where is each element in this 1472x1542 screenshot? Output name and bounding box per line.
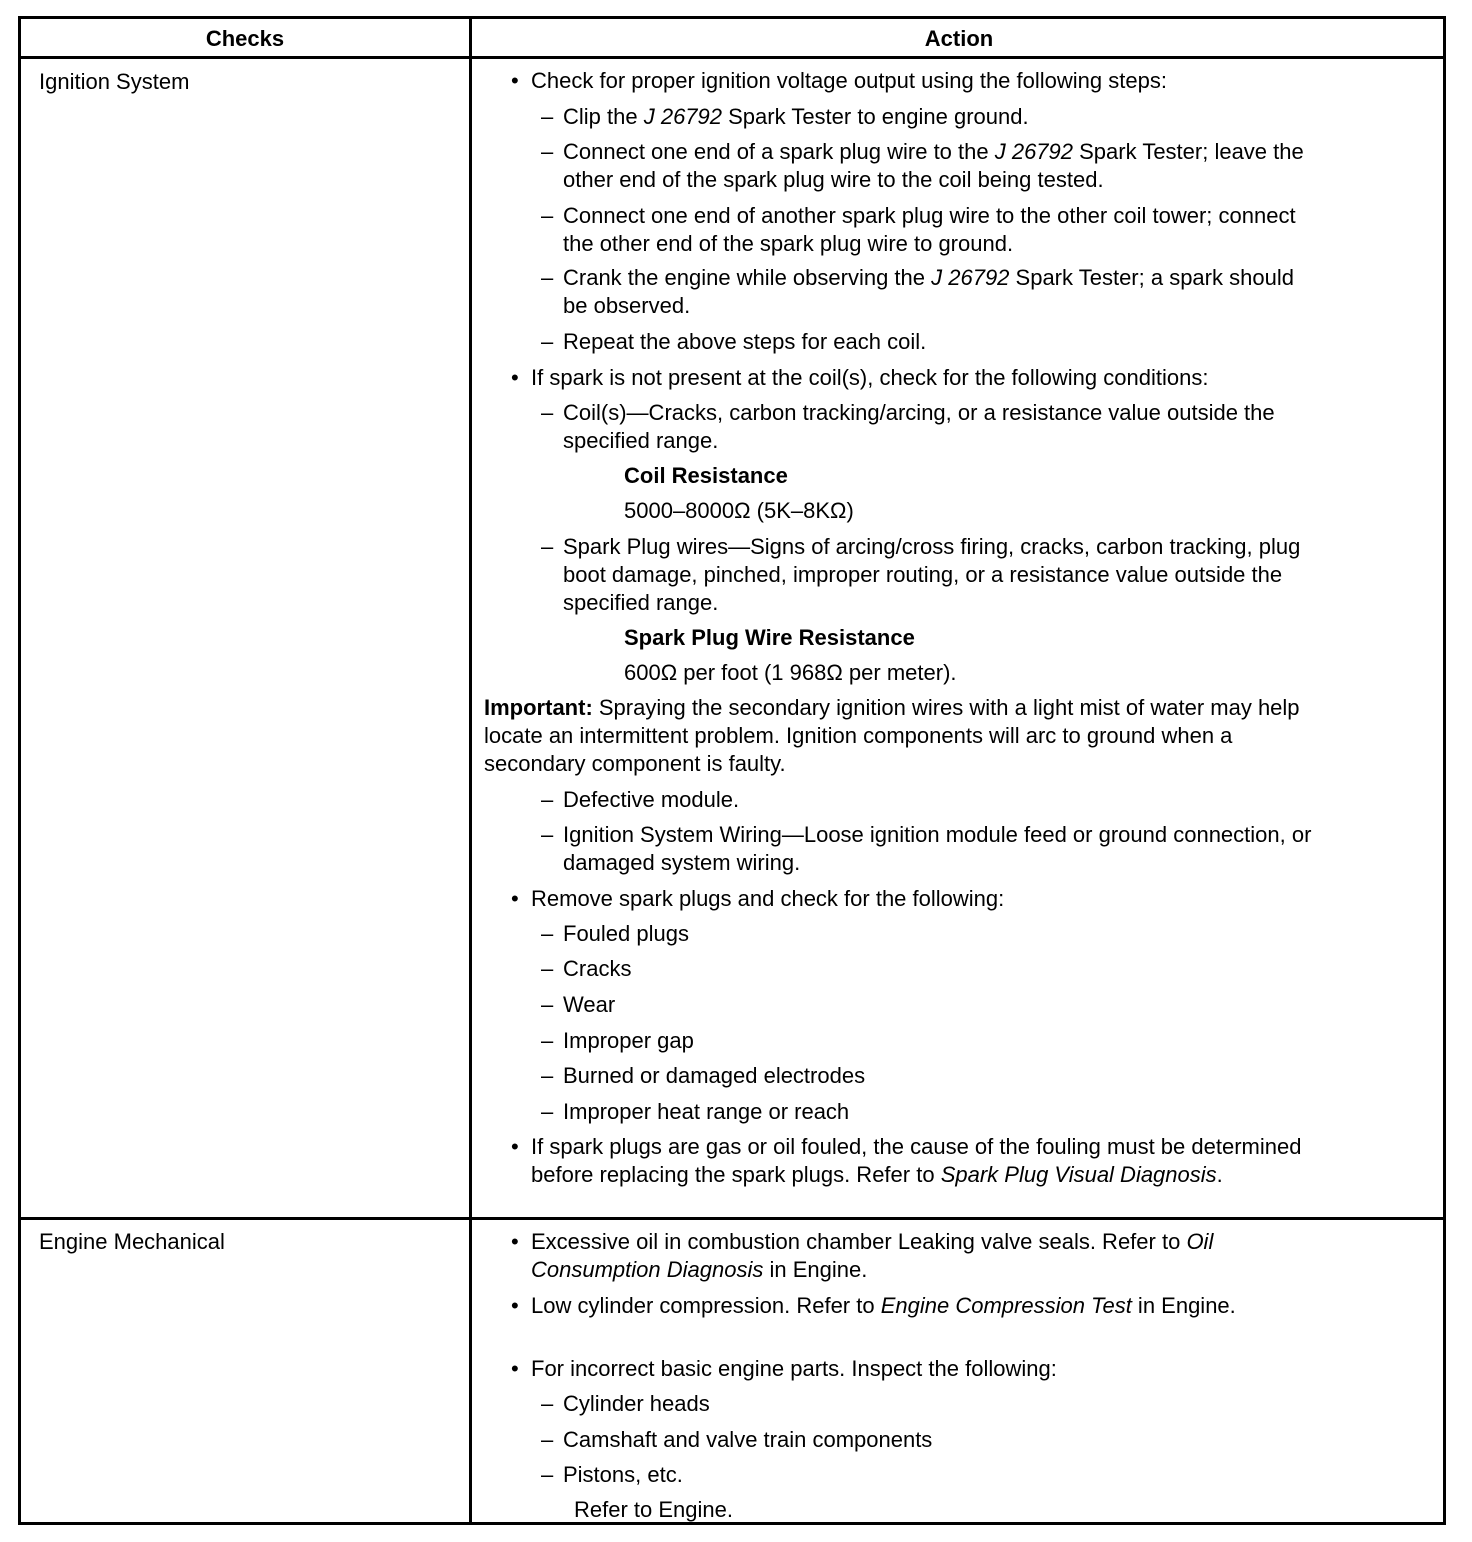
action-text: Connect one end of a spark plug wire to the J 26792 Spark Tester; leave the [563,139,1304,164]
dash-icon: – [541,139,554,164]
dash-icon: – [541,787,554,812]
action-text: specified range. [563,590,719,615]
bullet-icon: • [511,1356,519,1381]
dash-icon: – [541,329,554,354]
action-text: Excessive oil in combustion chamber Leaking valve seals. Refer to Oil [531,1229,1214,1254]
action-text: Coil(s)—Cracks, carbon tracking/arcing, or a resistance value outside the [563,400,1275,425]
dash-icon: – [541,400,554,425]
plug-check-item: Burned or damaged electrodes [563,1063,866,1088]
wire-resistance-value: 600Ω per foot (1 968Ω per meter). [624,660,957,685]
action-text: boot damage, pinched, improper routing, or a resistance value outside the [563,562,1283,587]
important-note: secondary component is faulty. [484,751,786,776]
coil-resistance-title: Coil Resistance [624,463,788,488]
action-text: Spark Plug wires—Signs of arcing/cross firing, cracks, carbon tracking, plug [563,534,1301,559]
dash-icon: – [541,104,554,129]
bullet-icon: • [511,1134,519,1159]
header-checks: Checks [205,26,285,51]
plug-check-item: Improper gap [563,1028,694,1053]
action-text: Ignition System Wiring—Loose ignition module feed or ground connection, or [563,822,1312,847]
action-text: Low cylinder compression. Refer to Engine Compression Test in Engine. [531,1293,1236,1318]
checks-action-table [18,16,1446,1525]
plug-check-item: Fouled plugs [563,921,689,946]
dash-icon: – [541,203,554,228]
action-text: For incorrect basic engine parts. Inspect the following: [531,1356,1057,1381]
dash-icon: – [541,1462,554,1487]
bullet-icon: • [511,886,519,911]
dash-icon: – [541,534,554,559]
important-note: locate an intermittent problem. Ignition components will arc to ground when a [484,723,1233,748]
action-text: damaged system wiring. [563,850,801,875]
action-text: be observed. [563,293,691,318]
plug-check-item: Improper heat range or reach [563,1099,850,1124]
dash-icon: – [541,1427,554,1452]
engine-part-item: Pistons, etc. [563,1462,683,1487]
action-text: If spark is not present at the coil(s), check for the following conditions: [531,365,1209,390]
bullet-icon: • [511,1229,519,1254]
wire-resistance-title: Spark Plug Wire Resistance [624,625,915,650]
important-note: Important: Spraying the secondary ignition wires with a light mist of water may help [484,695,1300,720]
check-ignition-system: Ignition System [39,69,190,94]
dash-icon: – [541,1063,554,1088]
action-text: before replacing the spark plugs. Refer to Spark Plug Visual Diagnosis. [531,1162,1223,1187]
bullet-icon: • [511,365,519,390]
action-text: Remove spark plugs and check for the following: [531,886,1005,911]
dash-icon: – [541,921,554,946]
action-text: Consumption Diagnosis in Engine. [531,1257,868,1282]
action-text: specified range. [563,428,719,453]
engine-part-item: Camshaft and valve train components [563,1427,933,1452]
plug-check-item: Wear [563,992,616,1017]
header-action: Action [924,26,994,51]
action-text: the other end of the spark plug wire to ground. [563,231,1014,256]
check-engine-mechanical: Engine Mechanical [39,1229,225,1254]
dash-icon: – [541,1099,554,1124]
engine-part-item: Cylinder heads [563,1391,710,1416]
action-text: Check for proper ignition voltage output using the following steps: [531,68,1167,93]
dash-icon: – [541,822,554,847]
column-divider [469,19,472,1522]
dash-icon: – [541,956,554,981]
action-text: Connect one end of another spark plug wire to the other coil tower; connect [563,203,1296,228]
action-text: Repeat the above steps for each coil. [563,329,927,354]
bullet-icon: • [511,68,519,93]
dash-icon: – [541,1028,554,1053]
plug-check-item: Cracks [563,956,632,981]
bullet-icon: • [511,1293,519,1318]
action-text: Crank the engine while observing the J 26792 Spark Tester; a spark should [563,265,1294,290]
engine-refer-text: Refer to Engine. [574,1497,733,1522]
action-text: other end of the spark plug wire to the coil being tested. [563,167,1104,192]
dash-icon: – [541,1391,554,1416]
dash-icon: – [541,992,554,1017]
action-text: If spark plugs are gas or oil fouled, the cause of the fouling must be determined [531,1134,1302,1159]
action-text: Clip the J 26792 Spark Tester to engine ground. [563,104,1029,129]
dash-icon: – [541,265,554,290]
action-text: Defective module. [563,787,740,812]
row-divider [21,1217,1443,1220]
coil-resistance-value: 5000–8000Ω (5K–8KΩ) [624,498,854,523]
